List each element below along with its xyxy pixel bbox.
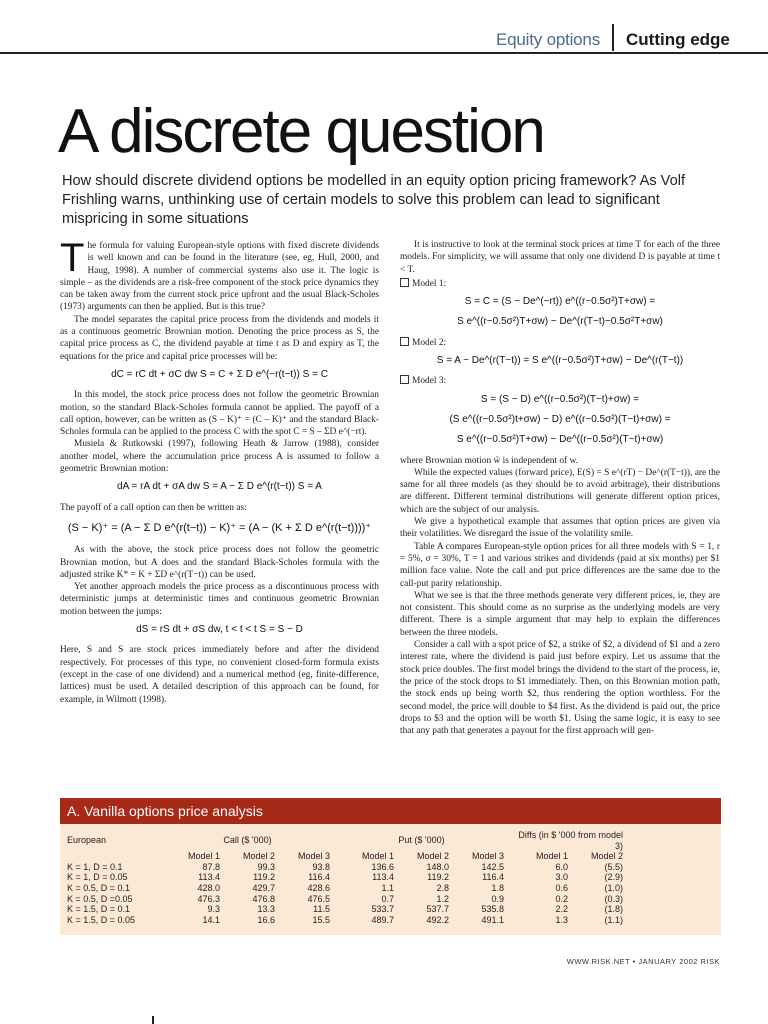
cell: 1.2 (436, 893, 449, 904)
paragraph: The payoff of a call option can then be written as: (60, 502, 247, 513)
equation: S = C = (S − De^(−rt)) e^((r−0.5σ²)T+σw) = (464, 296, 656, 308)
equation: S = A − De^(r(T−t)) = S e^((r−0.5σ²)T+σw) − De^(r(T−t)) (436, 355, 684, 367)
cell: 116.4 (308, 872, 330, 883)
crop-mark (152, 1016, 154, 1024)
checkbox-icon (400, 375, 409, 384)
paragraph-text: he formula for valuing European-style options with fixed discrete dividends is well known and can be found in the literature (see, eg, Hull, 2000, and Haug, 1998). A number of commercial systems also use it. The logic is simple – as the dividends are a risk-free component of the stock price dynamics they can be taken away from the current stock price upfront and the usual Black-Scholes (1973) arguments can then be applied. But is this true? (60, 241, 379, 313)
cell: 6.0 (555, 861, 568, 872)
data-table (67, 830, 623, 925)
cell: 428.0 (197, 882, 220, 893)
equation: S e^((r−0.5σ²)T+σw) − De^(r(T−t)−0.5σ²T+σw) (457, 316, 663, 328)
group-header-call: Call ($ '000) (223, 835, 272, 846)
table-row (67, 862, 623, 873)
equation: dA = rA dt + σA dw S = A − Σ D e^(r(t−t)) S = A (117, 481, 322, 493)
row-label: K = 1.5, D = 0.1 (67, 904, 131, 915)
model-label-text: Model 2: (412, 337, 447, 348)
drop-cap: T (60, 236, 85, 280)
equation: S = (S − D) e^((r−0.5σ²)(T−t)+σw) = (480, 393, 640, 405)
cell: 428.6 (307, 882, 330, 893)
cell: 476.5 (307, 893, 330, 904)
cell: (5.5) (604, 861, 623, 872)
column-header: Model 2 (242, 851, 275, 862)
cell: 1.1 (381, 882, 394, 893)
model-label-text: Model 3: (412, 376, 447, 387)
section-label: Equity options (496, 30, 600, 49)
header-rule (0, 52, 768, 54)
table-group-header (67, 830, 623, 851)
cell: 16.6 (257, 914, 275, 925)
column-header: Model 2 (590, 851, 623, 862)
right-column (400, 239, 720, 737)
paragraph: It is instructive to look at the terminal stock prices at time T for each of the three models. For simplicity, we will assume that only one dividend D is payable at time t < T. (400, 240, 720, 275)
cell: 14.1 (202, 914, 220, 925)
paragraph: Table A compares European-style option prices for all three models with S = 1, r = 5%, σ = 30%, T = 1 and various strikes and dividends (paid at six months) per $1 million face value. Note the call and put price differences are the same due to the call-put parity relationship. (400, 541, 720, 589)
cell: 113.4 (372, 872, 394, 883)
checkbox-icon (400, 278, 409, 287)
paragraph: In this model, the stock price process does not follow the geometric Brownian motion, so the standard Black-Scholes formula cannot be applied. The payoff of a call option, however, can be written as (S – K)⁺ = (C – K)⁺ and the standard Black-Scholes formula can be applied to the process C with the spot C = S – ΣD e^(−rt). (60, 390, 379, 438)
page-header (0, 0, 768, 56)
table-row (67, 894, 623, 905)
cell: 148.0 (426, 861, 449, 872)
paragraph: While the expected values (forward price), E(S) = S e^(rT) − De^(r(T−t)), are the same for all three models (as they should be to avoid arbitrage), their distributions are different. Different terminal distributions will generate different option prices, which are the subject of our analysis. (400, 467, 720, 515)
cell: 0.6 (555, 882, 568, 893)
cell: (1.1) (604, 914, 623, 925)
table-row (67, 904, 623, 915)
cell: 87.8 (202, 861, 220, 872)
model-label (400, 375, 720, 387)
cell: 1.8 (491, 882, 504, 893)
cell: 99.3 (257, 861, 275, 872)
cell: (0.3) (604, 893, 623, 904)
model-label (400, 278, 720, 290)
paragraph: Here, S and S are stock prices immediately before and after the dividend respectively. For processes of this type, no convenient closed-form formula exists (except in the case of one dividend) and a numerical method (eg, finite-difference, lattices) must be used. A detailed description of this approach can be found, for example, in Wilmott (1998). (60, 645, 379, 705)
cell: 476.8 (252, 893, 275, 904)
column-header: Model 1 (535, 851, 568, 862)
column-header: Model 1 (187, 851, 220, 862)
cell: (1.0) (604, 882, 623, 893)
table-row (67, 872, 623, 883)
row-label: K = 1, D = 0.05 (67, 872, 128, 883)
paragraph: What we see is that the three methods generate very different prices, ie, they are not consistent. This should come as no surprise as the underlying models are very different. There is a simple argument that may help to explain the differences between the three models. (400, 590, 720, 638)
cell: 113.4 (198, 872, 220, 883)
page-footer: WWW.RISK.NET • JANUARY 2002 RISK (566, 957, 720, 966)
column-header: Model 3 (297, 851, 330, 862)
cell: 1.3 (555, 914, 568, 925)
paragraph: where Brownian motion w̃ is independent of w. (400, 455, 579, 466)
paragraph: Consider a call with a spot price of $2, a strike of $2, a dividend of $1 and a zero interest rate, where the dividend is paid just before expiry. Let us assume that the stock price doubles. The first model brings the dividend to the start of the process, ie, the price of the stock drops to $1 immediately. Then, on this Brownian motion path, the stock ends up being worth $2, thus rendering the option worthless. For the second model, the price will double to $4 first. As the dividend is paid out, the price drops to $3 and the option will be worth $1. Using the same logic, it is easy to see that any path that generates a payout for the first approach will gen- (400, 640, 720, 737)
model-label-text: Model 1: (412, 278, 447, 289)
cell: 9.3 (207, 904, 220, 915)
cell: 11.5 (313, 904, 330, 915)
column-header: Model 1 (361, 851, 394, 862)
column-label: Cutting edge (626, 30, 730, 49)
column-header: Model 3 (471, 851, 504, 862)
cell: (1.8) (604, 904, 623, 915)
cell: 533.7 (371, 904, 394, 915)
cell: 535.8 (481, 904, 504, 915)
price-analysis-table (60, 798, 721, 935)
row-label: K = 1, D = 0.1 (67, 861, 123, 872)
paragraph: As with the above, the stock price process does not follow the geometric Brownian motion, but A does and the standard Black-Scholes formula with the adjusted strike K* = K + ΣD e^(r(T−t)) can be used. (60, 545, 379, 580)
cell: 136.6 (371, 861, 394, 872)
cell: 0.7 (381, 893, 394, 904)
cell: 0.9 (491, 893, 504, 904)
checkbox-icon (400, 337, 409, 346)
group-header-diffs: Diffs (in $ '000 from model 3) (518, 830, 623, 851)
cell: 142.5 (481, 861, 504, 872)
paragraph: The model separates the capital price process from the dividends and models it as a continuous geometric Brownian motion. Denoting the price process as S, the capital price process as C, the dividend payable at time t as D and expiry as T, the equations for the price and capital price processes will be: (60, 314, 379, 362)
cell: 0.2 (555, 893, 568, 904)
column-header: Model 2 (416, 851, 449, 862)
left-column (60, 236, 379, 706)
table-row (67, 883, 623, 894)
paragraph (60, 236, 379, 314)
cell: 476.3 (197, 893, 220, 904)
row-label: K = 0.5, D =0.05 (67, 893, 133, 904)
cell: 2.8 (436, 882, 449, 893)
cell: 13.3 (257, 904, 275, 915)
model-label (400, 337, 720, 349)
cell: 2.2 (555, 904, 568, 915)
cell: 116.4 (482, 872, 504, 883)
table-title: A. Vanilla options price analysis (60, 798, 721, 824)
paragraph: We give a hypothetical example that assumes that option prices are given via their volatilities. We disregard the issue of the volatility smile. (400, 517, 720, 540)
group-header-put: Put ($ '000) (398, 835, 445, 846)
equation: (S − K)⁺ = (A − Σ D e^(r(t−t)) − K)⁺ = (A − (K + Σ D e^(r(t−t))))⁺ (67, 521, 372, 534)
cell: 491.1 (481, 914, 504, 925)
equation: (S e^((r−0.5σ²)t+σw) − D) e^((r−0.5σ²)(T−t)+σw) = (449, 413, 671, 425)
cell: 119.2 (253, 872, 275, 883)
article-standfirst: How should discrete dividend options be modelled in an equity option pricing framework? As Volf Frishling warns, unthinking use of certain models to solve this problem can lead to significant mispricing in some situations (62, 173, 686, 227)
paragraph: Musiela & Rutkowski (1997), following Heath & Jarrow (1988), consider another model, where the accumulation price process A is assumed to follow a geometric Brownian motion: (60, 439, 379, 475)
article-title: A discrete question (58, 97, 544, 166)
table-subheader (67, 851, 623, 862)
row-label: K = 1.5, D = 0.05 (67, 914, 136, 925)
cell: (2.9) (604, 872, 623, 883)
paragraph: Yet another approach models the price process as a discontinuous process with deterministic jumps at deterministic times and continuous geometric Brownian motion between the jumps: (60, 582, 379, 617)
cell: 429.7 (252, 882, 275, 893)
cell: 3.0 (555, 872, 568, 883)
cell: 492.2 (426, 914, 449, 925)
equation: dC = rC dt + σC dw S = C + Σ D e^(−r(t−t)) S = C (111, 368, 328, 380)
cell: 489.7 (371, 914, 394, 925)
equation: dS = rS dt + σS dw, t < t < t S = S − D (136, 624, 303, 636)
cell: 119.2 (427, 872, 449, 883)
cell: 93.8 (312, 861, 330, 872)
cell: 15.5 (312, 914, 330, 925)
equation: S e^((r−0.5σ²)T+σw) − De^((r−0.5σ²)(T−t)+σw) (456, 434, 664, 446)
header-divider (612, 24, 614, 51)
cell: 537.7 (426, 904, 449, 915)
stub-header: European (67, 835, 107, 846)
row-label: K = 0.5, D = 0.1 (67, 882, 131, 893)
table-row (67, 915, 623, 926)
